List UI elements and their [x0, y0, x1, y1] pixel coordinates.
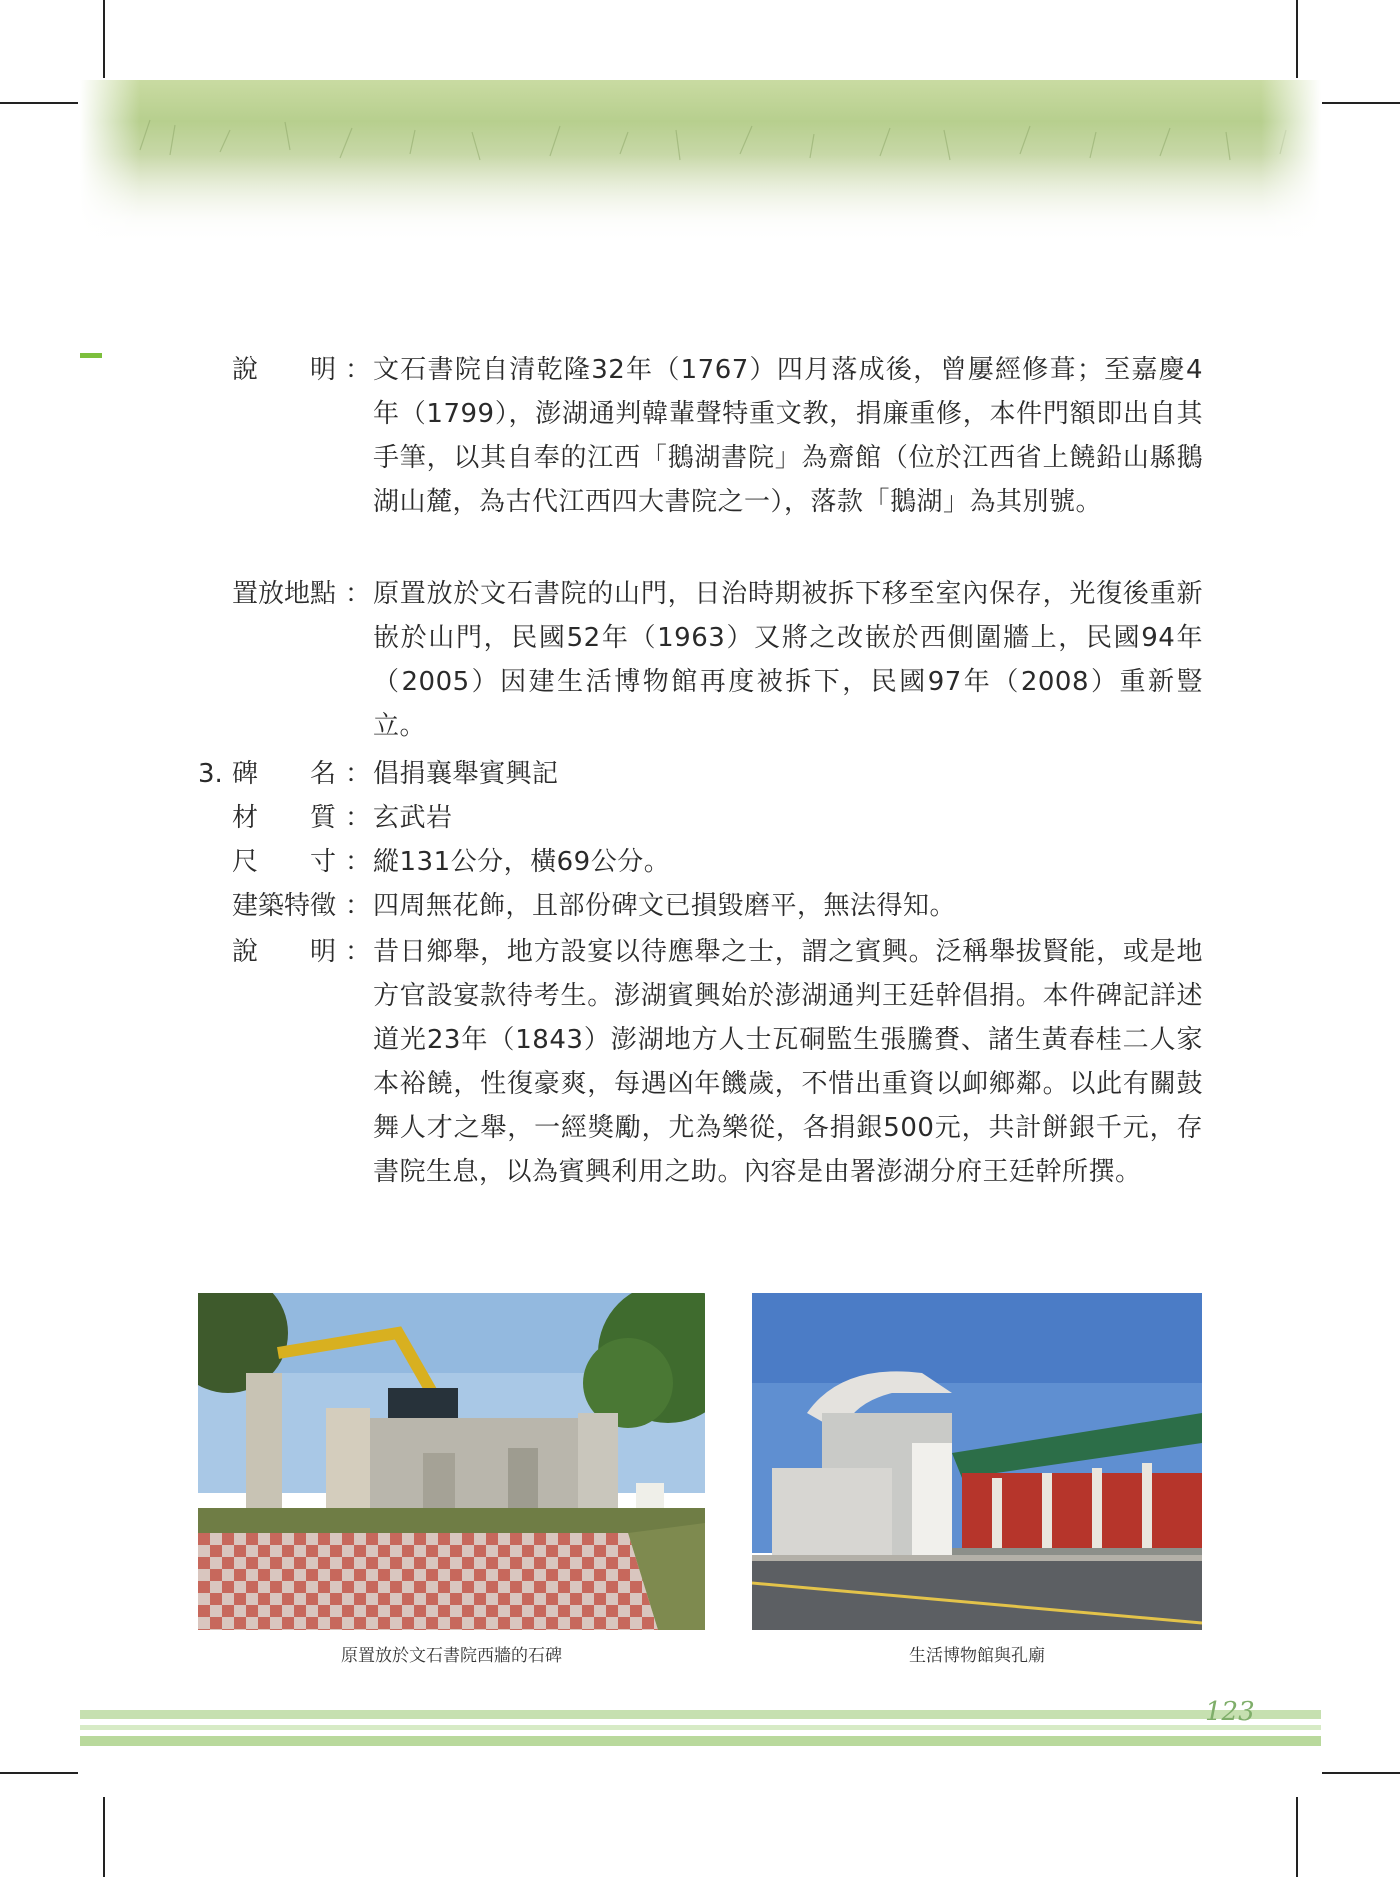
grass-texture: [80, 80, 1321, 245]
crop-mark: [103, 0, 105, 78]
crop-mark: [1322, 102, 1400, 104]
name-label: 碑 名: [232, 759, 337, 789]
colon: ：: [345, 759, 372, 789]
colon: ：: [345, 579, 372, 609]
crop-mark: [1296, 0, 1298, 78]
material-text: 玄武岩: [373, 803, 453, 833]
banner-fade-left: [80, 80, 140, 245]
desc-text-1: 文石書院自清乾隆32年（1767）四月落成後，曾屢經修葺；至嘉慶4年（1799），澎湖通判韓輩聲特重文教，捐廉重修，本件門額即出自其手筆，以其自奉的江西「鵝湖書院」為齋館（位於江西省上饒鉛山縣鵝湖山麓，為古代江西四大書院之一），落款「鵝湖」為其別號。: [373, 355, 1203, 517]
feature-label: 建築特徵: [232, 891, 337, 921]
place-label: 置放地點: [232, 579, 337, 609]
name-text: 倡捐襄舉賓興記: [373, 759, 559, 789]
footer-stripe: [80, 1725, 1321, 1730]
crop-mark: [1322, 1772, 1400, 1774]
desc-label-3: 說 明: [232, 937, 337, 967]
footer-stripe: [80, 1710, 1321, 1719]
photo-caption-1: 原置放於文石書院西牆的石碑: [341, 1646, 562, 1666]
page-number: 123: [1205, 1697, 1255, 1727]
desc-label-1: 說 明: [232, 355, 337, 385]
colon: ：: [345, 937, 372, 967]
footer-stripe: [80, 1736, 1321, 1746]
banner-fade-right: [1261, 80, 1321, 245]
colon: ：: [345, 847, 372, 877]
size-label: 尺 寸: [232, 847, 337, 877]
photo-caption-2: 生活博物館與孔廟: [909, 1646, 1045, 1666]
colon: ：: [345, 803, 372, 833]
photo-museum-temple: [752, 1293, 1202, 1630]
header-grass-banner: [80, 80, 1321, 245]
crop-mark: [0, 1772, 78, 1774]
crop-mark: [0, 102, 78, 104]
crop-mark: [1296, 1797, 1298, 1877]
size-text: 縱131公分，橫69公分。: [373, 847, 671, 877]
feature-text: 四周無花飾，且部份碑文已損毀磨平，無法得知。: [373, 891, 957, 921]
colon: ：: [345, 891, 372, 921]
colon: ：: [345, 355, 372, 385]
desc-text-3: 昔日鄉舉，地方設宴以待應舉之士，謂之賓興。泛稱舉拔賢能，或是地方官設宴款待考生。澎湖賓興始於澎湖通判王廷幹倡捐。本件碑記詳述道光23年（1843）澎湖地方人士瓦硐監生張騰賚、諸生黃春桂二人家本裕饒，性復豪爽，每遇凶年饑歲，不惜出重資以卹鄉鄰。以此有關鼓舞人才之舉，一經獎勵，尤為樂從，各捐銀500元，共計餅銀千元，存書院生息，以為賓興利用之助。內容是由署澎湖分府王廷幹所撰。: [373, 937, 1203, 1187]
section-marker: [80, 353, 102, 358]
material-label: 材 質: [232, 803, 337, 833]
crop-mark: [103, 1797, 105, 1877]
place-text: 原置放於文石書院的山門，日治時期被拆下移至室內保存，光復後重新嵌於山門，民國52年（1963）又將之改嵌於西側圍牆上，民國94年（2005）因建生活博物館再度被拆下，民國97年（2008）重新豎立。: [373, 579, 1203, 741]
item-number: 3.: [198, 759, 223, 789]
photo-stele-wall: [198, 1293, 705, 1630]
